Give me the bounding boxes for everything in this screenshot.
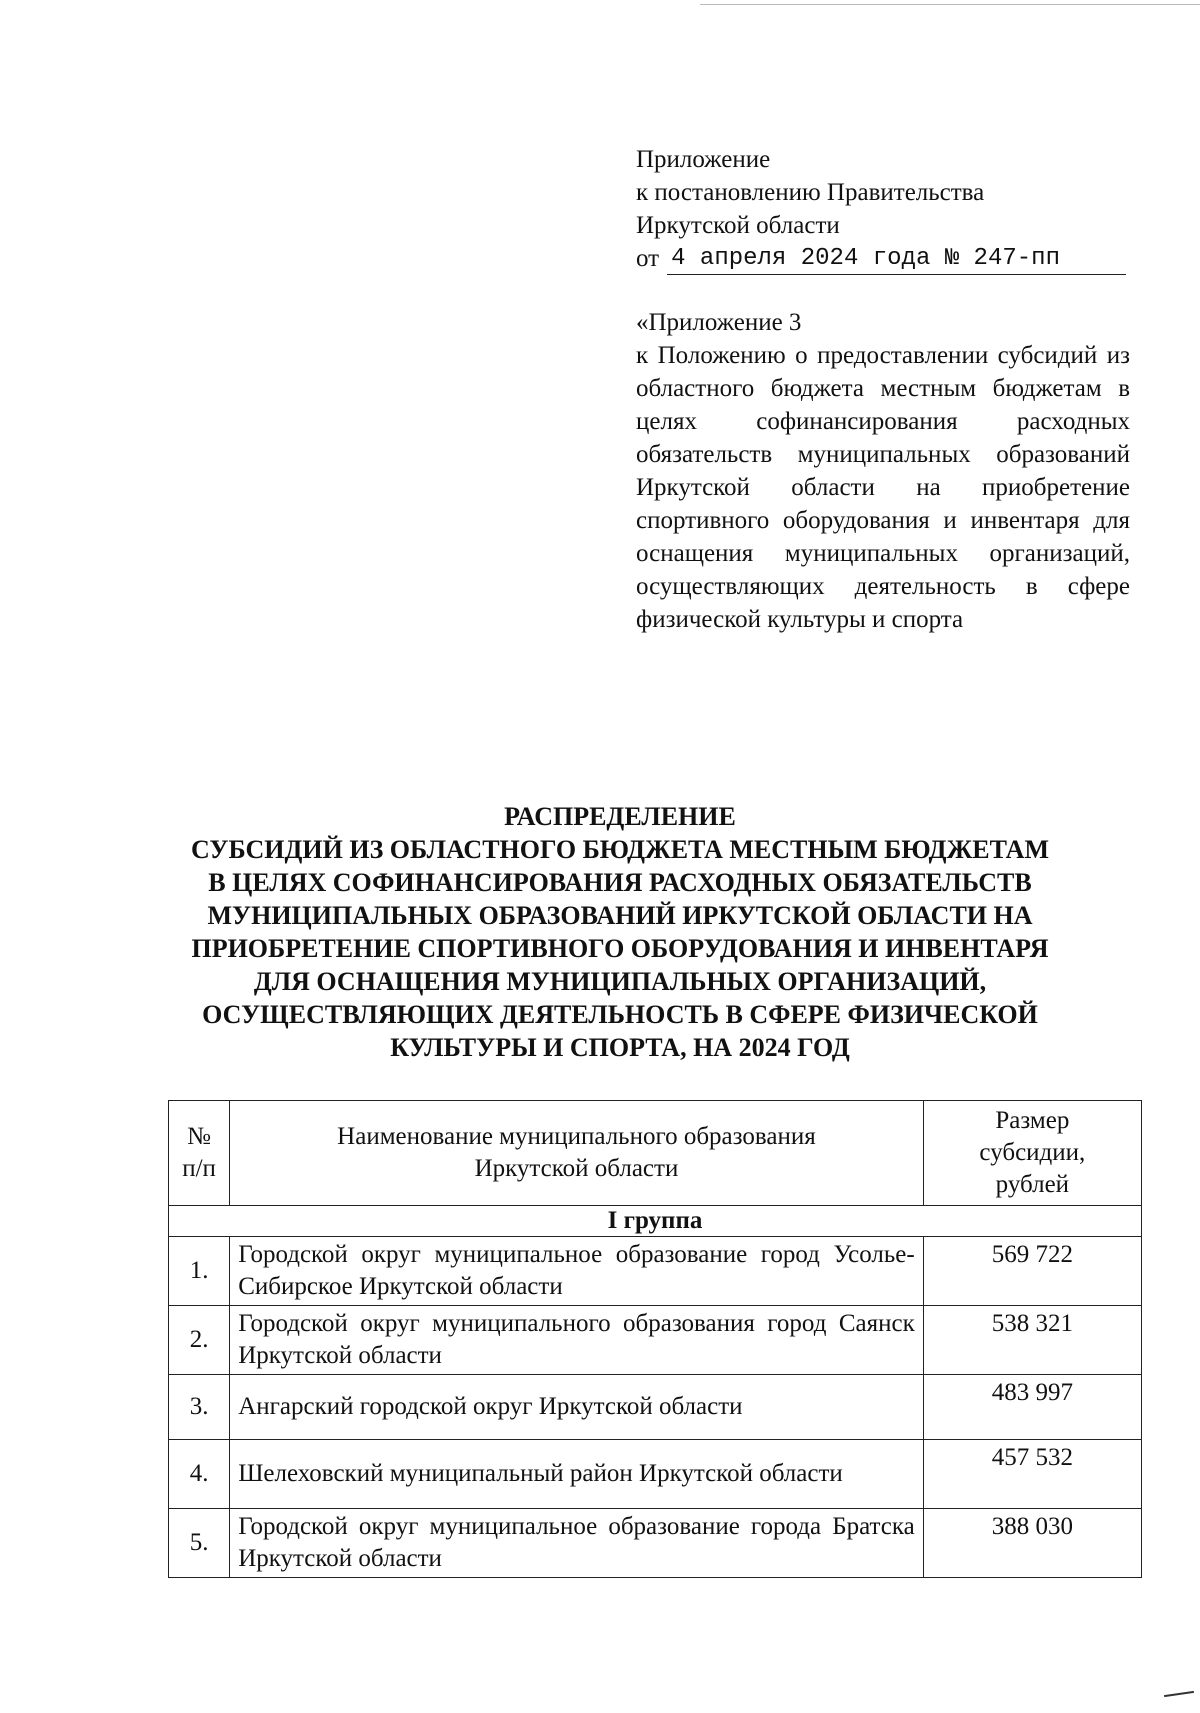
- header-num-line1: №: [187, 1123, 212, 1150]
- row-name: Городской округ муниципального образования город Саянск Иркутской области: [230, 1306, 924, 1375]
- annex-date-value: 4 апреля 2024 года № 247-пп: [667, 244, 1126, 275]
- heading-line: ПРИОБРЕТЕНИЕ СПОРТИВНОГО ОБОРУДОВАНИЯ И ИНВЕНТАРЯ: [191, 934, 1049, 963]
- subsidy-table: [168, 1100, 1142, 1578]
- row-amount: 483 997: [923, 1375, 1141, 1440]
- row-name: Городской округ муниципальное образование города Братска Иркутской области: [230, 1509, 924, 1578]
- header-name: [230, 1101, 924, 1206]
- heading-line: МУНИЦИПАЛЬНЫХ ОБРАЗОВАНИЙ ИРКУТСКОЙ ОБЛАСТИ НА: [207, 901, 1033, 930]
- annex-block: [636, 143, 1126, 275]
- annex3-body: к Положению о предоставлении субсидий из областного бюджета местным бюджетам в целях софинансирования расходных обязательств муниципальных образований Иркутской области на приобретение спортивного оборудования и инвентаря для оснащения муниципальных организаций, осуществляющих деятельность в сфере физической культуры и спорта: [636, 342, 1130, 633]
- row-name: Ангарский городской округ Иркутской области: [230, 1375, 924, 1440]
- table-row: [169, 1440, 1142, 1509]
- annex-date-line: [636, 242, 1126, 275]
- heading-line: РАСПРЕДЕЛЕНИЕ: [504, 802, 736, 831]
- row-num: 2.: [169, 1306, 230, 1375]
- header-num-line2: п/п: [182, 1155, 216, 1182]
- heading-line: ОСУЩЕСТВЛЯЮЩИХ ДЕЯТЕЛЬНОСТЬ В СФЕРЕ ФИЗИЧЕСКОЙ: [202, 1000, 1038, 1029]
- header-name-line1: Наименование муниципального образования: [337, 1123, 816, 1150]
- row-amount: 388 030: [923, 1509, 1141, 1578]
- header-amount: [923, 1101, 1141, 1206]
- row-num: 5.: [169, 1509, 230, 1578]
- top-scan-rule: [700, 4, 1200, 5]
- table-row: [169, 1509, 1142, 1578]
- annex-region: Иркутской области: [636, 212, 840, 239]
- group-row: [169, 1206, 1142, 1237]
- scan-mark: [1164, 1691, 1194, 1697]
- annex-date-prefix: от: [636, 245, 660, 272]
- row-num: 3.: [169, 1375, 230, 1440]
- table-row: [169, 1306, 1142, 1375]
- annex-title: Приложение: [636, 146, 771, 173]
- row-amount: 457 532: [923, 1440, 1141, 1509]
- group-label: I группа: [169, 1206, 1142, 1237]
- heading-line: В ЦЕЛЯХ СОФИНАНСИРОВАНИЯ РАСХОДНЫХ ОБЯЗАТЕЛЬСТВ: [208, 868, 1032, 897]
- heading-line: КУЛЬТУРЫ И СПОРТА, НА 2024 ГОД: [390, 1033, 850, 1062]
- row-amount: 569 722: [923, 1237, 1141, 1306]
- header-num: [169, 1101, 230, 1206]
- table-header-row: [169, 1101, 1142, 1206]
- document-heading: [140, 800, 1100, 1064]
- heading-line: ДЛЯ ОСНАЩЕНИЯ МУНИЦИПАЛЬНЫХ ОРГАНИЗАЦИЙ,: [253, 967, 987, 996]
- table-row: [169, 1375, 1142, 1440]
- row-name: Городской округ муниципальное образование город Усолье-Сибирское Иркутской области: [230, 1237, 924, 1306]
- row-name: Шелеховский муниципальный район Иркутской области: [230, 1440, 924, 1509]
- row-num: 1.: [169, 1237, 230, 1306]
- row-num: 4.: [169, 1440, 230, 1509]
- table-row: [169, 1237, 1142, 1306]
- annex-resolution: к постановлению Правительства: [636, 179, 985, 206]
- header-name-line2: Иркутской области: [474, 1155, 679, 1182]
- header-amount-line3: рублей: [995, 1171, 1070, 1198]
- heading-line: СУБСИДИЙ ИЗ ОБЛАСТНОГО БЮДЖЕТА МЕСТНЫМ БЮДЖЕТАМ: [191, 835, 1049, 864]
- annex3-title: «Приложение 3: [636, 309, 802, 336]
- annex3-block: [636, 306, 1130, 636]
- header-amount-line1: Размер: [995, 1107, 1070, 1134]
- header-amount-line2: субсидии,: [979, 1139, 1086, 1166]
- row-amount: 538 321: [923, 1306, 1141, 1375]
